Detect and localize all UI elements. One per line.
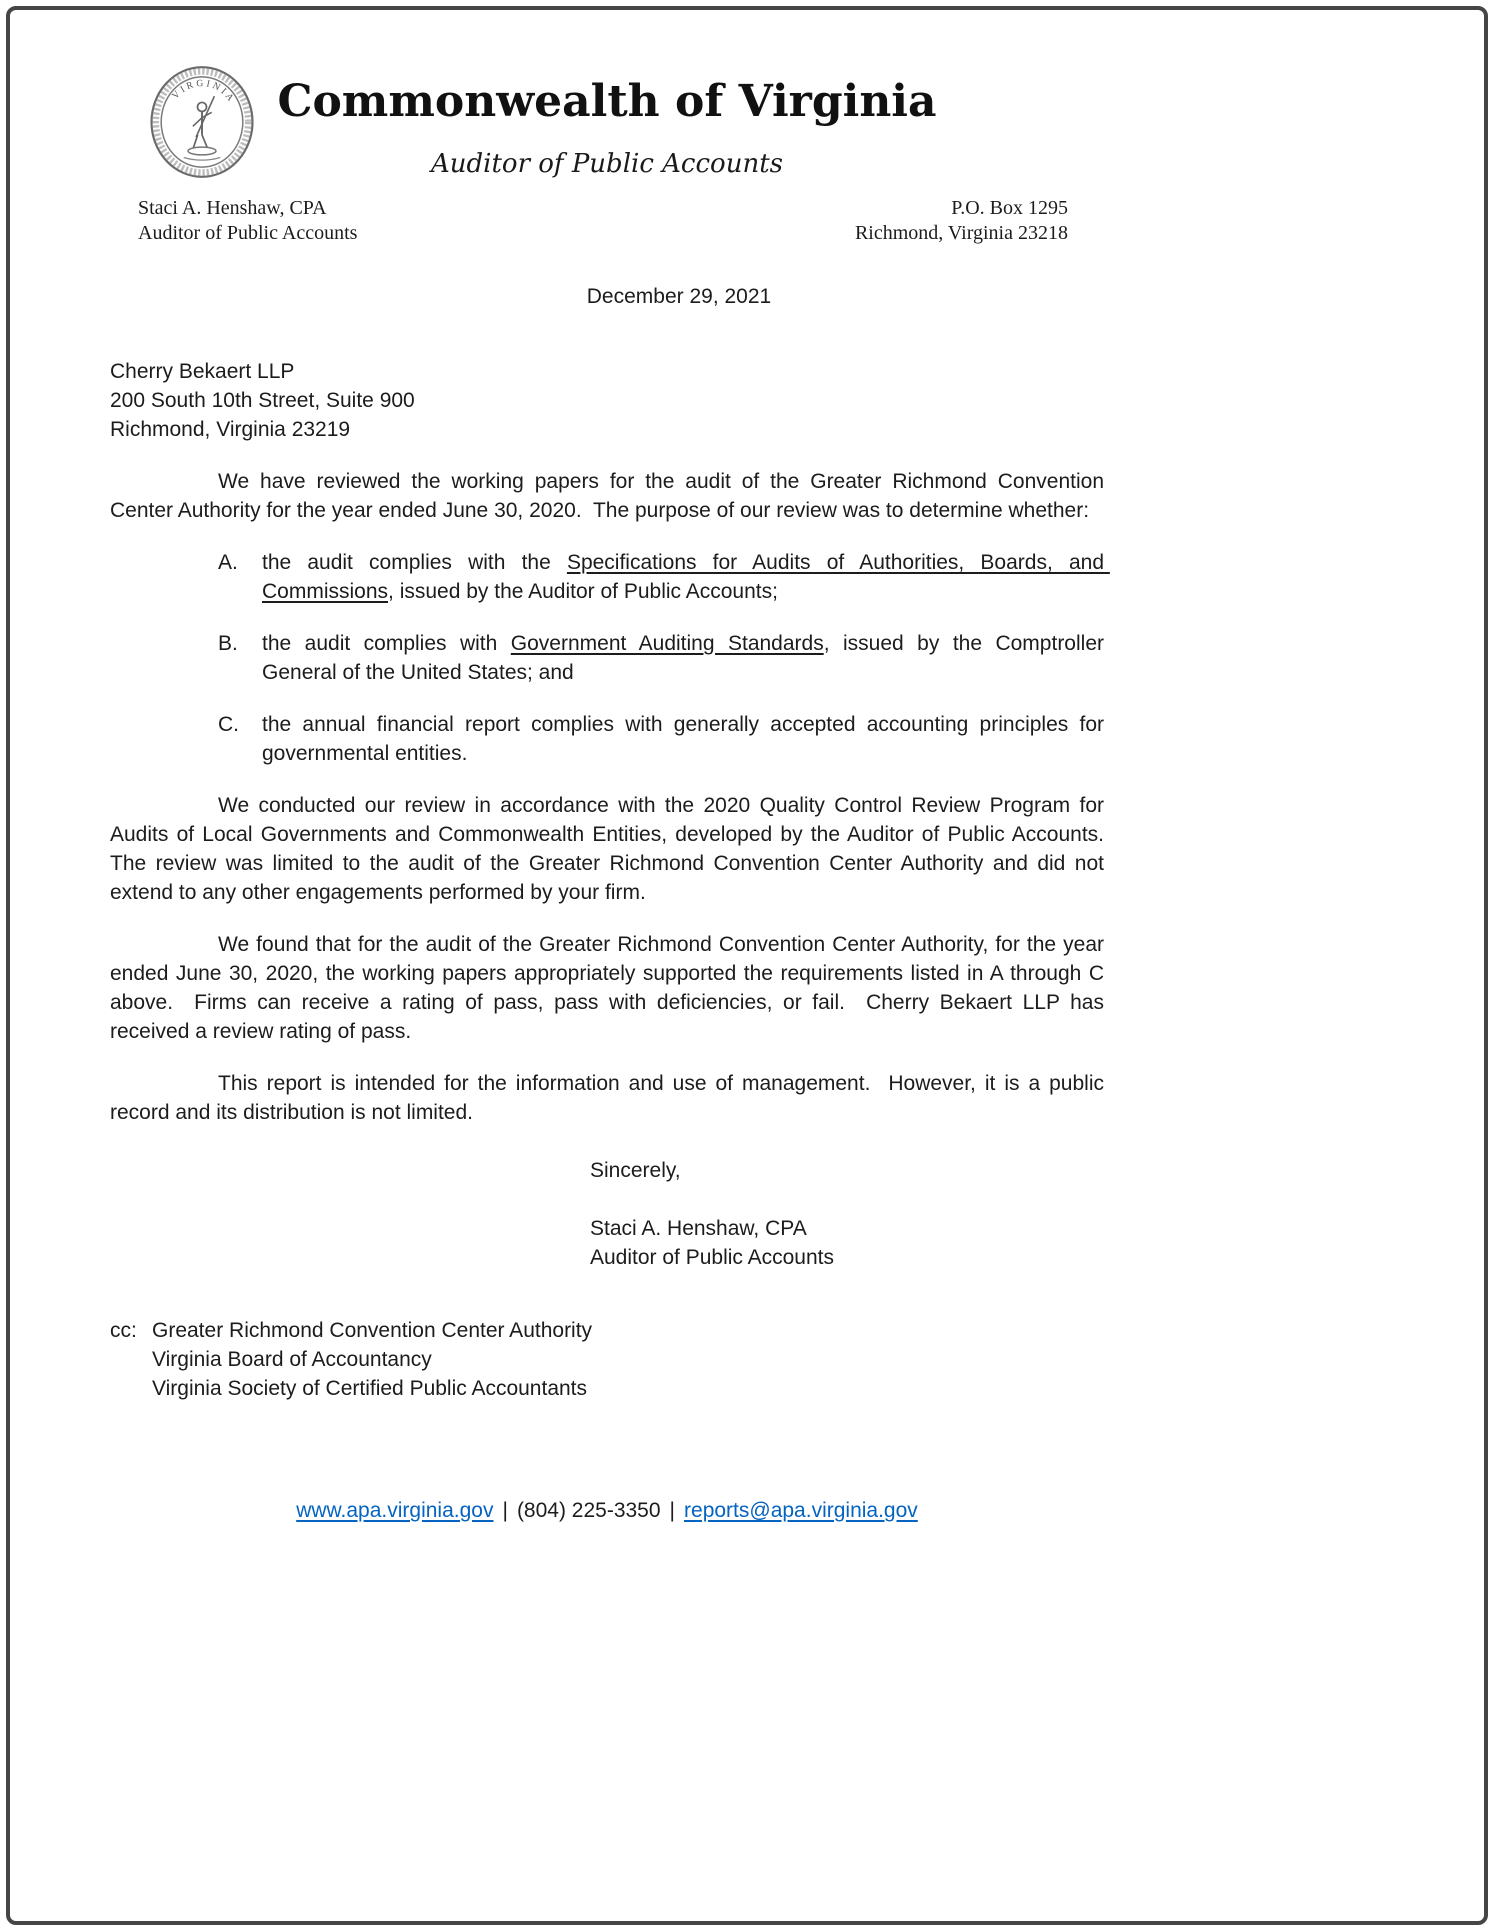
recipient-name: Cherry Bekaert LLP	[110, 360, 295, 383]
paragraph-findings: We found that for the audit of the Greater Richmond Convention Center Authority, for the year ended June 30, 2020, the working papers appropriately supported the requirements listed in A through C above. Firms can receive a rating of pass, pass with deficiencies, or fail. Cherry Bekaert LLP has received a review rating of pass.	[110, 933, 1110, 1043]
office-address-line1: P.O. Box 1295	[951, 197, 1068, 219]
paragraph-distribution: This report is intended for the information and use of management. However, it is a public record and its distribution is not limited.	[110, 1072, 1110, 1124]
cc-item: Virginia Society of Certified Public Accountants	[152, 1377, 588, 1400]
list-item-b-text-end: , issued by the Comptroller General of the United States; and	[262, 632, 1110, 684]
official-title: Auditor of Public Accounts	[138, 222, 358, 244]
list-item-a-label: A.	[218, 551, 238, 574]
page-footer	[110, 1496, 1104, 1525]
recipient-city: Richmond, Virginia 23219	[110, 418, 351, 441]
closing-salutation: Sincerely,	[590, 1159, 681, 1182]
list-item-b-label: B.	[218, 632, 238, 655]
footer-separator: |	[669, 1499, 676, 1522]
official-name: Staci A. Henshaw, CPA	[138, 197, 327, 219]
footer-email-link[interactable]: reports@apa.virginia.gov	[684, 1499, 918, 1522]
paragraph-review: We conducted our review in accordance with the 2020 Quality Control Review Program for Audits of Local Governments and Commonwealth Entities, developed by the Auditor of Public Accounts. The review was limited to the audit of the Greater Richmond Convention Center Authority and did not extend to any other engagements performed by your firm.	[110, 794, 1116, 904]
footer-website-link[interactable]: www.apa.virginia.gov	[296, 1499, 494, 1522]
list-item-a	[110, 548, 1110, 606]
list-item-b	[110, 629, 1110, 687]
org-title: Commonwealth of Virginia	[277, 76, 937, 127]
svg-text:VIRGINIA: VIRGINIA	[170, 77, 238, 106]
list-item-a-text-end: , issued by the Auditor of Public Accounts;	[388, 580, 778, 603]
office-address-line2: Richmond, Virginia 23218	[854, 222, 1068, 244]
signature-block	[590, 1214, 1104, 1272]
signer-name: Staci A. Henshaw, CPA	[590, 1217, 807, 1240]
org-subtitle: Auditor of Public Accounts	[431, 149, 783, 179]
letter-body	[110, 0, 1116, 1403]
signer-title: Auditor of Public Accounts	[590, 1246, 834, 1269]
list-item-b-text: the audit complies with	[262, 632, 511, 655]
list-item-b-underlined-title: Government Auditing Standards	[510, 632, 824, 655]
recipient-street: 200 South 10th Street, Suite 900	[110, 389, 415, 412]
cc-block	[110, 1316, 1104, 1403]
letter-date: December 29, 2021	[586, 285, 772, 308]
list-item-c-text: the annual financial report complies with generally accepted accounting principles for governmental entities.	[262, 713, 1110, 765]
cc-item: Virginia Board of Accountancy	[152, 1348, 432, 1371]
cc-item: Greater Richmond Convention Center Authority	[152, 1319, 593, 1342]
cc-list	[152, 1316, 592, 1403]
list-item-c	[110, 710, 1110, 768]
recipient-address	[110, 357, 1104, 444]
footer-separator: |	[502, 1499, 508, 1522]
footer-phone: (804) 225-3350	[516, 1499, 661, 1522]
paragraph-intro: We have reviewed the working papers for the audit of the Greater Richmond Convention Center Authority for the year ended June 30, 2020. The purpose of our review was to determine whether:	[110, 470, 1110, 522]
list-item-c-label: C.	[218, 713, 239, 736]
list-item-a-underlined-title: Specifications for Audits of Authorities, Boards, and Commissions	[262, 551, 1110, 603]
cc-label: cc:	[110, 1319, 137, 1342]
list-item-a-text: the audit complies with the	[262, 551, 567, 574]
